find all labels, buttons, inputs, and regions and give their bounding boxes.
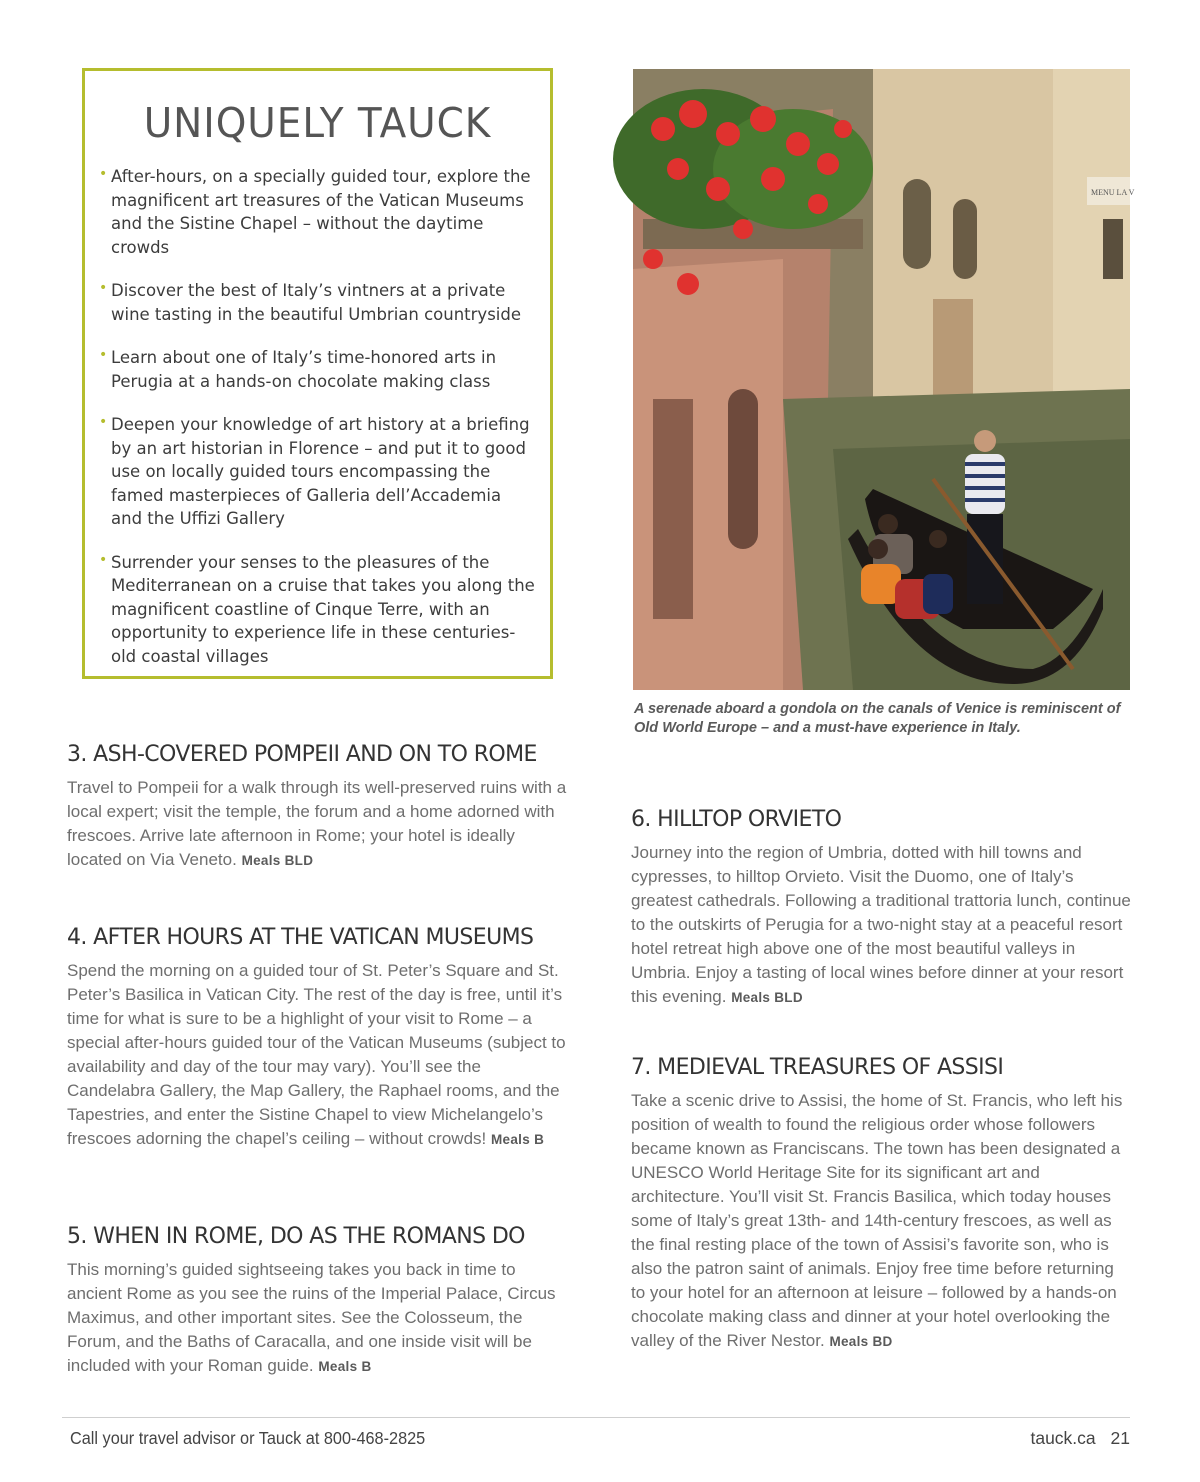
meals-badge: Meals BLD [731, 990, 803, 1005]
highlight-item: • Discover the best of Italy’s vintners at a private wine tasting in the beautiful Umbrian countryside [99, 279, 536, 326]
footer-divider [62, 1417, 1130, 1418]
venice-gondola-photo [633, 69, 1135, 690]
highlight-item: • Learn about one of Italy’s time-honored arts in Perugia at a hands-on chocolate making class [99, 346, 536, 393]
meals-badge: Meals B [318, 1359, 372, 1374]
highlight-item: • After-hours, on a specially guided tour, explore the magnificent art treasures of the Vatican Museums and the Sistine Chapel – without the daytime crowds [99, 165, 536, 259]
day-4-title: 4. AFTER HOURS AT THE VATICAN MUSEUMS [67, 925, 534, 950]
day-3-title: 3. ASH-COVERED POMPEII AND ON TO ROME [67, 742, 537, 767]
bullet-icon: • [99, 166, 108, 182]
footer-right [1030, 1428, 1130, 1449]
day-6-body: Journey into the region of Umbria, dotted with hill towns and cypresses, to hilltop Orvieto. Visit the Duomo, one of Italy’s greatest cathedrals. Following a traditional trattoria lunch, continue to the outskirts of Perugia for a two-night stay at a peaceful resort hotel retreat high above one of the most beautiful valleys in Umbria. Enjoy a tasting of local wines before dinner at your resort this evening. Meals BLD [631, 843, 1131, 1006]
day-7-title: 7. MEDIEVAL TREASURES OF ASSISI [631, 1055, 1004, 1080]
bullet-icon: • [99, 414, 108, 430]
day-4-body: Spend the morning on a guided tour of St. Peter’s Square and St. Peter’s Basilica in Vatican City. The rest of the day is free, until it’s time for what is sure to be a highlight of your visit to Rome – a special after-hours guided tour of the Vatican Museums (subject to availability and day of the tour may vary). You’ll see the Candelabra Gallery, the Map Gallery, the Raphael rooms, and the Tapestries, and enter the Sistine Chapel to view Michelangelo’s frescoes adorning the chapel’s ceiling – without crowds! Meals B [67, 961, 566, 1148]
day-7-section [631, 1055, 1131, 1354]
day-3-body: Travel to Pompeii for a walk through its well-preserved ruins with a local expert; visit the temple, the forum and a home adorned with frescoes. Arrive late afternoon in Rome; your hotel is ideally located on Via Veneto. Meals BLD [67, 778, 567, 869]
bullet-icon: • [99, 551, 108, 568]
highlight-item: • Deepen your knowledge of art history at a briefing by an art historian in Florence – and put it to good use on locally guided tours encompassing the famed masterpieces of Galleria dell’Accademia and the Uffizi Gallery [99, 413, 536, 531]
page-number: 21 [1110, 1428, 1130, 1448]
day-6-section [631, 807, 1131, 1010]
meals-badge: Meals B [491, 1132, 545, 1147]
meals-badge: Meals BLD [241, 853, 314, 868]
photo-caption: A serenade aboard a gondola on the canals of Venice is reminiscent of Old World Europe – and a must-have experience in Italy. [634, 701, 1121, 736]
street-sign-text: MENU LA V [1091, 188, 1135, 197]
day-6-title: 6. HILLTOP ORVIETO [631, 807, 842, 832]
uniquely-tauck-box [82, 68, 553, 679]
footer-website[interactable]: tauck.ca [1030, 1428, 1096, 1448]
day-3-section [67, 742, 567, 873]
highlight-list [99, 165, 536, 668]
day-5-section [67, 1224, 567, 1379]
highlight-item: • Surrender your senses to the pleasures of the Mediterranean on a cruise that takes you along the magnificent coastline of Cinque Terre, with an opportunity to experience life in these centuries-old coastal villages [99, 551, 536, 669]
bullet-icon: • [99, 347, 108, 363]
day-5-body: This morning’s guided sightseeing takes you back in time to ancient Rome as you see the ruins of the Imperial Palace, Circus Maximus, and other important sites. See the Colosseum, the Forum, and the Baths of Caracalla, and one inside visit will be included with your Roman guide. Meals B [67, 1260, 556, 1375]
day-7-body: Take a scenic drive to Assisi, the home of St. Francis, who left his position of wealth to found the religious order whose followers became known as Franciscans. The town has been designated a UNESCO World Heritage Site for its significant art and architecture. You’ll visit St. Francis Basilica, which today houses some of Italy’s great 13th- and 14th-century frescoes, as well as the final resting place of the town of Assisi’s favorite son, who is also the patron saint of animals. Enjoy free time before returning to your hotel for an afternoon at leisure – followed by a hands-on chocolate making class and dinner at your hotel overlooking the valley of the River Nestor. Meals BD [631, 1091, 1123, 1350]
meals-badge: Meals BD [829, 1334, 893, 1349]
day-5-title: 5. WHEN IN ROME, DO AS THE ROMANS DO [67, 1224, 525, 1249]
day-4-section [67, 925, 567, 1152]
footer-contact: Call your travel advisor or Tauck at 800-468-2825 [70, 1428, 426, 1448]
bullet-icon: • [99, 280, 108, 296]
highlight-title: UNIQUELY TAUCK [143, 99, 492, 147]
